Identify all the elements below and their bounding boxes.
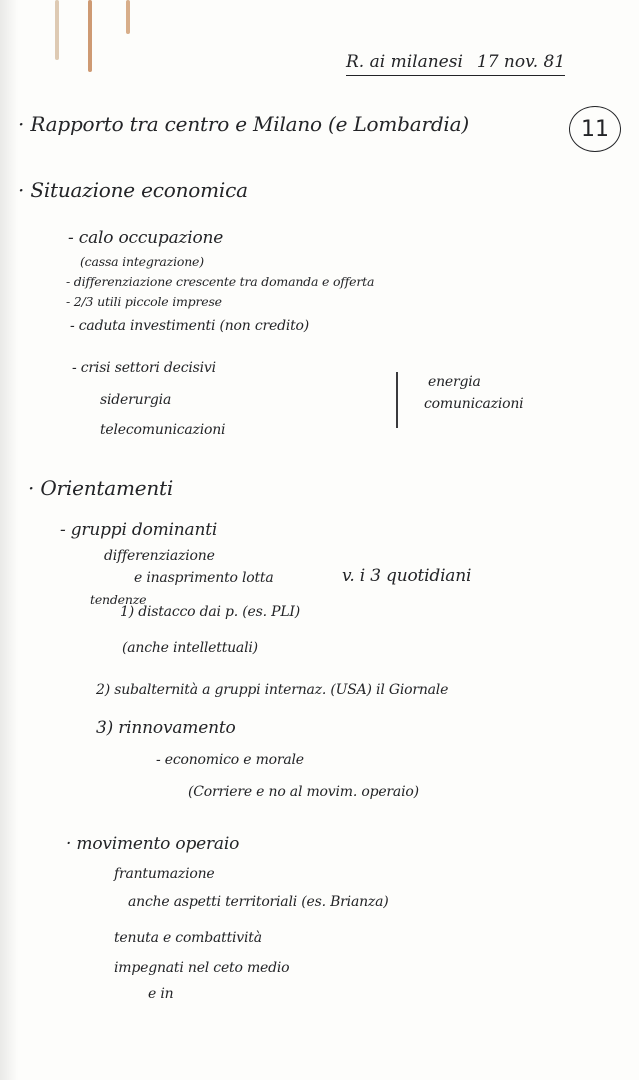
text-line: 1) distacco dai p. (es. PLI): [120, 604, 301, 620]
text-line: e inasprimento lotta: [134, 570, 274, 586]
text-line: e in: [148, 986, 174, 1002]
scan-edge-shadow: [0, 0, 18, 1080]
text-line: - caduta investimenti (non credito): [70, 318, 310, 334]
text-line: - crisi settori decisivi: [72, 360, 216, 376]
header-underline: [346, 75, 565, 76]
text-line: (Corriere e no al movim. operaio): [188, 784, 419, 800]
paper-mark: [88, 0, 92, 72]
text-line: - economico e morale: [156, 752, 304, 768]
text-line: anche aspetti territoriali (es. Brianza): [128, 894, 389, 910]
paper-mark: [126, 0, 130, 34]
text-line: 2) subalternità a gruppi internaz. (USA) il Giornale: [96, 682, 449, 698]
text-line: impegnati nel ceto medio: [114, 960, 290, 976]
text-line: 3) rinnovamento: [96, 718, 236, 738]
header-note: [346, 52, 565, 72]
text-line: tenuta e combattività: [114, 930, 262, 946]
text-line: energia: [428, 374, 481, 390]
text-line: - gruppi dominanti: [60, 520, 218, 540]
header-date: 17 nov. 81: [476, 52, 566, 72]
vertical-divider: [396, 372, 398, 428]
heading-line: · movimento operaio: [66, 834, 240, 854]
text-line: - differenziazione crescente tra domanda e offerta: [66, 274, 375, 289]
paper-mark: [55, 0, 59, 60]
text-line: telecomunicazioni: [100, 422, 226, 438]
text-line: (cassa integrazione): [80, 254, 204, 269]
text-line: differenziazione: [104, 548, 215, 564]
text-line: - 2/3 utili piccole imprese: [66, 294, 222, 309]
text-line: comunicazioni: [424, 396, 524, 412]
text-line: tendenze: [90, 592, 147, 607]
heading-line: · Rapporto tra centro e Milano (e Lombardia): [18, 112, 469, 136]
page-number: 11: [569, 106, 621, 152]
text-line: - calo occupazione: [68, 228, 224, 248]
text-line: v. i 3 quotidiani: [342, 566, 472, 586]
text-line: siderurgia: [100, 392, 172, 408]
heading-line: · Situazione economica: [18, 178, 248, 202]
text-line: frantumazione: [114, 866, 215, 882]
header-note-text: R. ai milanesi: [346, 52, 463, 72]
text-line: (anche intellettuali): [122, 640, 258, 656]
heading-line: · Orientamenti: [28, 476, 174, 500]
